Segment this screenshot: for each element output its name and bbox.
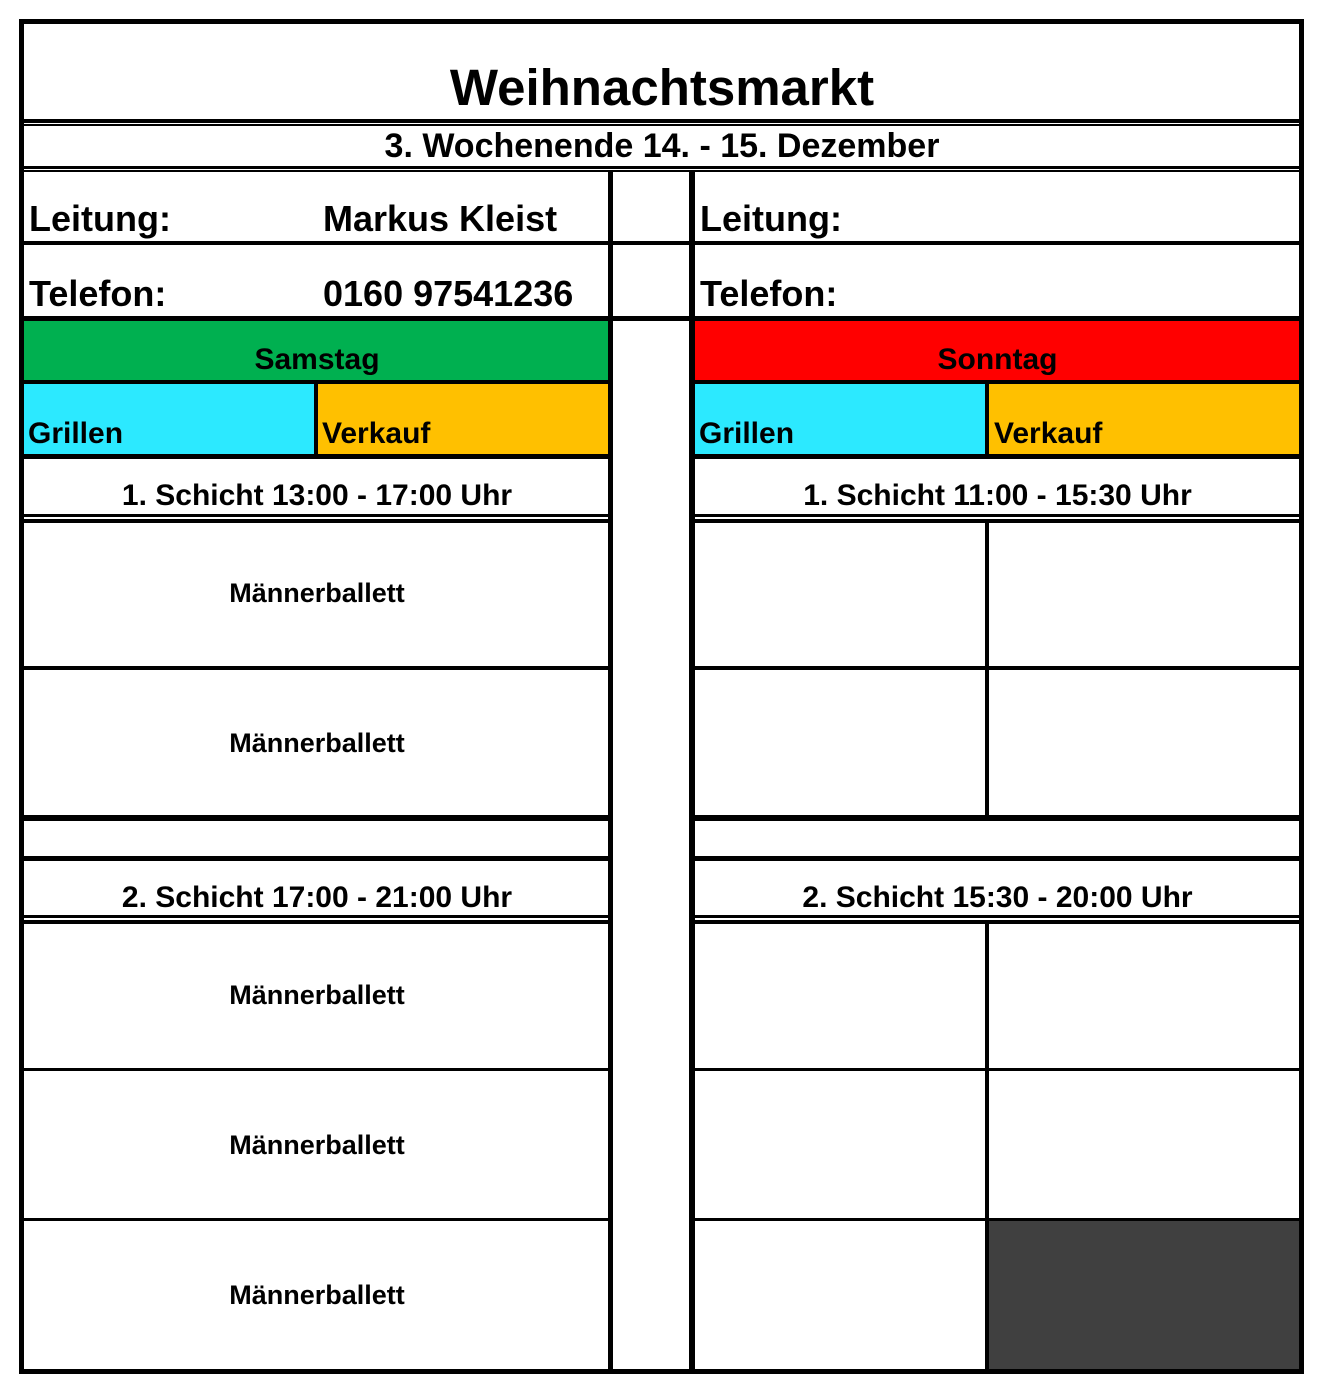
samstag-verkauf-label: Verkauf [322, 417, 431, 450]
rule [22, 514, 610, 517]
rule [692, 514, 1302, 517]
sonntag-leitung-label: Leitung: [700, 198, 842, 239]
samstag-category-divider [314, 382, 318, 456]
rule [22, 519, 610, 523]
rule [22, 316, 1302, 321]
rule [22, 166, 1302, 169]
samstag-day-label: Samstag [254, 343, 380, 376]
samstag-schicht2: 2. Schicht 17:00 - 21:00 Uhr [121, 881, 513, 914]
sonntag-schicht2: 2. Schicht 15:30 - 20:00 Uhr [802, 881, 1193, 914]
rule [22, 119, 1302, 123]
samstag-slot-1-2: Männerballett [229, 728, 405, 758]
rule [692, 380, 1302, 384]
samstag-grillen-label: Grillen [28, 417, 124, 450]
outer-frame [19, 19, 1304, 1374]
samstag-slot-1-1: Männerballett [229, 578, 405, 608]
sonntag-grillen-label: Grillen [699, 417, 795, 450]
page-subtitle: 3. Wochenende 14. - 15. Dezember [384, 127, 940, 165]
rule [22, 856, 610, 861]
sonntag-schicht1: 1. Schicht 11:00 - 15:30 Uhr [803, 479, 1192, 512]
rule [692, 856, 1302, 861]
rule [692, 920, 1302, 924]
rule [22, 666, 610, 670]
rule [22, 241, 1302, 245]
page-title: Weihnachtsmarkt [449, 59, 875, 116]
rule [692, 815, 1302, 821]
sonntag-telefon-label: Telefon: [700, 273, 838, 314]
sonntag-category-divider [985, 382, 989, 456]
samstag-telefon-label: Telefon: [29, 273, 167, 314]
rule [692, 519, 1302, 523]
samstag-slot-2-2: Männerballett [229, 1130, 405, 1160]
samstag-schicht1: 1. Schicht 13:00 - 17:00 Uhr [121, 479, 513, 512]
sonntag-slot-divider [985, 922, 989, 1372]
samstag-leitung-value: Markus Kleist [323, 198, 558, 239]
rule [692, 1218, 1302, 1221]
rule [22, 1218, 610, 1221]
rule [692, 1068, 1302, 1071]
samstag-slot-2-1: Männerballett [229, 980, 405, 1010]
sonntag-slot-divider [985, 521, 989, 818]
rule [22, 815, 610, 821]
rule [692, 454, 1302, 459]
sonntag-verkauf-label: Verkauf [994, 417, 1103, 450]
rule [692, 666, 1302, 670]
samstag-telefon-value: 0160 97541236 [323, 273, 574, 314]
rule [22, 170, 1302, 172]
sonntag-day-label: Sonntag [937, 343, 1058, 376]
rule [22, 920, 610, 924]
rule [22, 1068, 610, 1071]
samstag-leitung-label: Leitung: [29, 198, 171, 239]
samstag-slot-2-3: Männerballett [229, 1280, 405, 1310]
